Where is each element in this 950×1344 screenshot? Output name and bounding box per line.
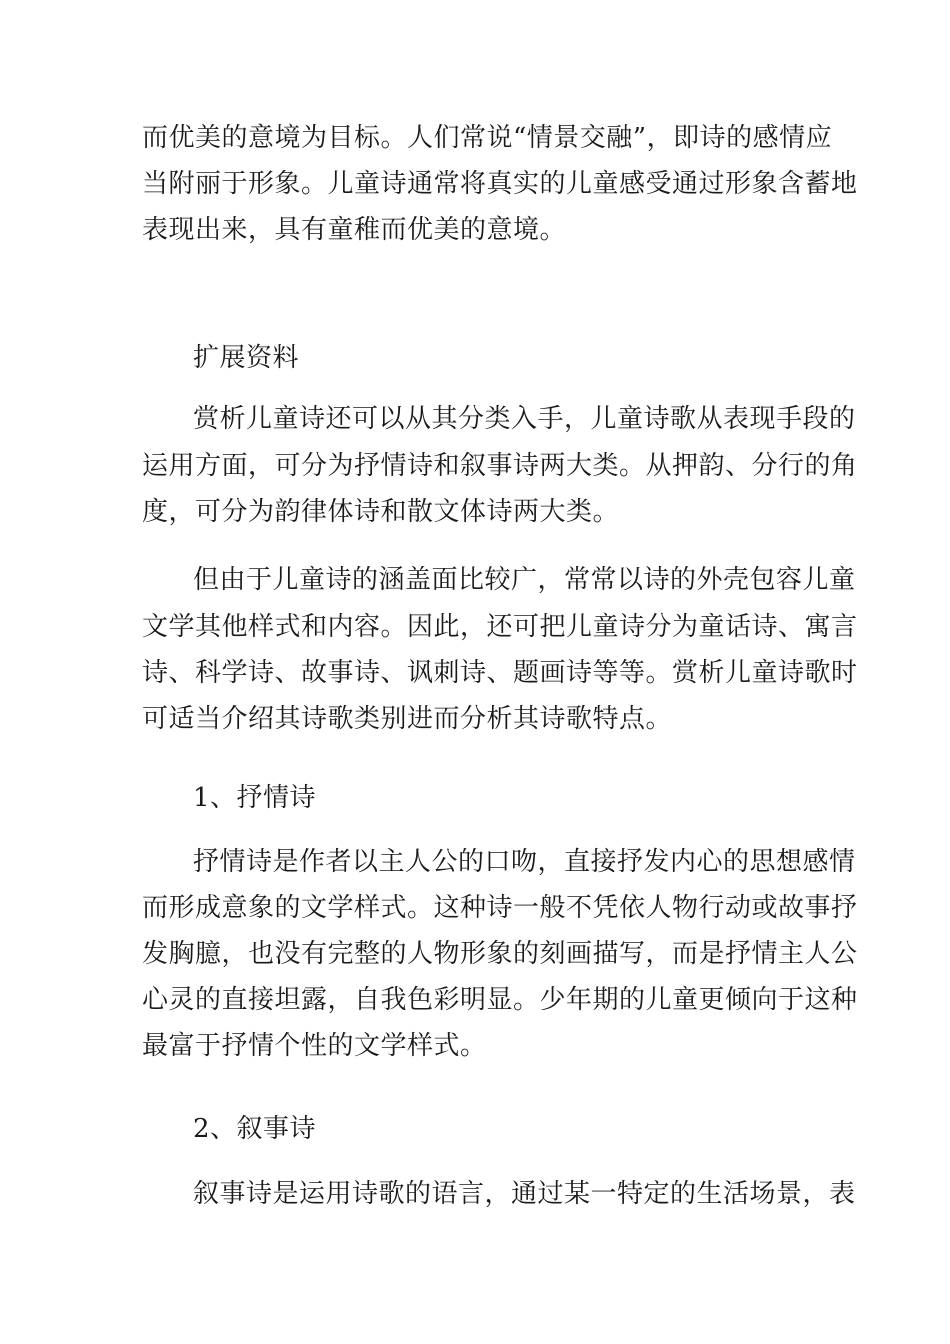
- subsection-heading: 2、叙事诗: [193, 1114, 317, 1144]
- paragraph-line: 度，可分为韵律体诗和散文体诗两大类。: [142, 497, 620, 527]
- paragraph-line: 抒情诗是作者以主人公的口吻，直接抒发内心的思想感情: [193, 847, 856, 877]
- paragraph-line: 而优美的意境为目标。人们常说“情景交融”，即诗的感情应: [142, 123, 833, 153]
- paragraph-line: 赏析儿童诗还可以从其分类入手，儿童诗歌从表现手段的: [193, 404, 856, 434]
- subsection-heading: 1、抒情诗: [193, 783, 317, 813]
- paragraph-line: 发胸臆，也没有完整的人物形象的刻画描写，而是抒情主人公: [142, 939, 858, 969]
- paragraph-line: 当附丽于形象。儿童诗通常将真实的儿童感受通过形象含蓄地: [142, 169, 858, 199]
- paragraph-line: 运用方面，可分为抒情诗和叙事诗两大类。从押韵、分行的角: [142, 451, 858, 481]
- section-heading: 扩展资料: [193, 343, 300, 373]
- paragraph-line: 最富于抒情个性的文学样式。: [142, 1031, 487, 1061]
- paragraph-line: 表现出来，具有童稚而优美的意境。: [142, 215, 567, 245]
- paragraph-line: 但由于儿童诗的涵盖面比较广，常常以诗的外壳包容儿童: [193, 565, 856, 595]
- paragraph-line: 而形成意象的文学样式。这种诗一般不凭依人物行动或故事抒: [142, 893, 858, 923]
- paragraph-line: 诗、科学诗、故事诗、讽刺诗、题画诗等等。赏析儿童诗歌时: [142, 658, 858, 688]
- paragraph-line: 叙事诗是运用诗歌的语言，通过某一特定的生活场景，表: [193, 1179, 856, 1209]
- paragraph-line: 文学其他样式和内容。因此，还可把儿童诗分为童话诗、寓言: [142, 612, 858, 642]
- paragraph-line: 可适当介绍其诗歌类别进而分析其诗歌特点。: [142, 704, 673, 734]
- paragraph-line: 心灵的直接坦露，自我色彩明显。少年期的儿童更倾向于这种: [142, 985, 858, 1015]
